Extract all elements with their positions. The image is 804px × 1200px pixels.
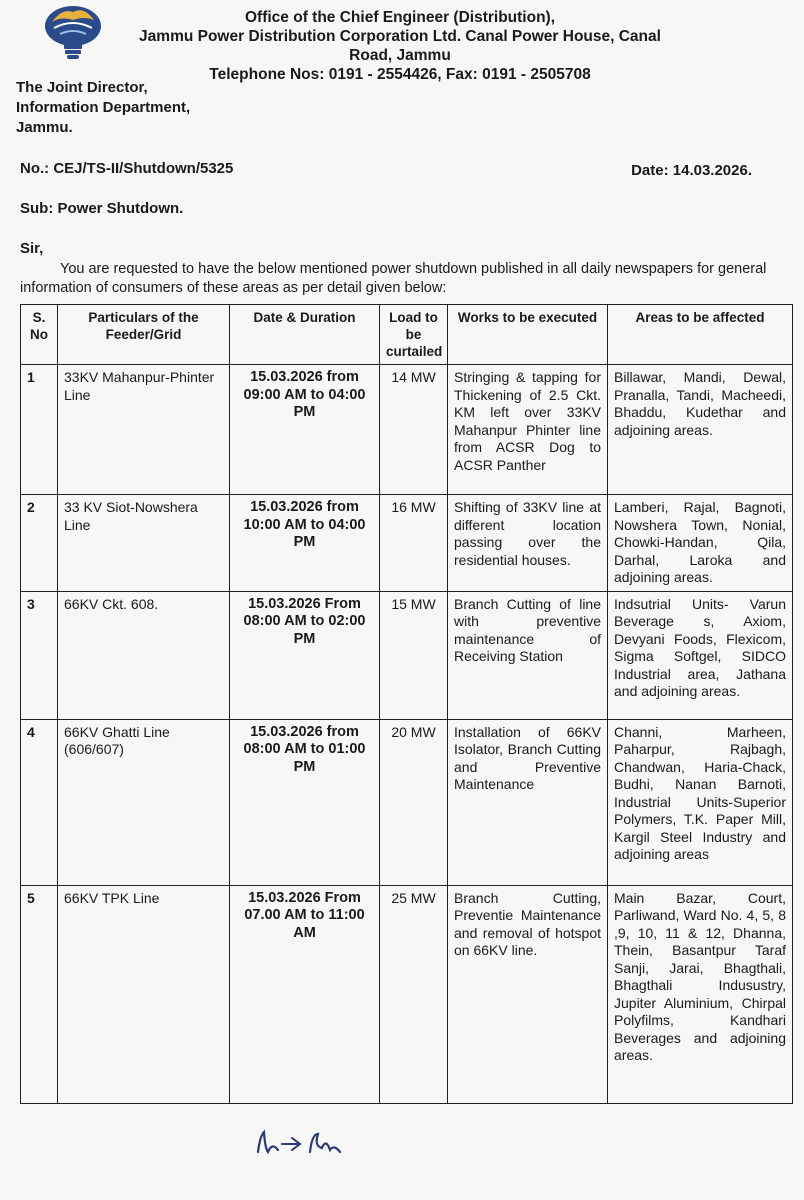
cell-date: 15.03.2026 From 07.00 AM to 11:00 AM xyxy=(230,885,380,1103)
cell-works: Branch Cutting of line with preventive maintenance of Receiving Station xyxy=(448,591,608,719)
cell-load: 25 MW xyxy=(380,885,448,1103)
cell-areas: Channi, Marheen, Paharpur, Rajbagh, Chandwan, Haria-Chack, Budhi, Nanan Barnoti, Industrial Units-Superior Polymers, T.K. Paper Mill, Kargil Steel Industry and adjoining areas xyxy=(608,719,793,885)
table-row xyxy=(21,885,793,1103)
cell-load: 15 MW xyxy=(380,591,448,719)
recipient-line: Information Department, xyxy=(16,99,191,116)
handwritten-signature-icon xyxy=(252,1122,362,1162)
table-row xyxy=(21,495,793,592)
cell-sno: 1 xyxy=(21,365,58,495)
cell-date: 15.03.2026 From 08:00 AM to 02:00 PM xyxy=(230,591,380,719)
recipient-address xyxy=(16,78,190,138)
cell-works: Stringing & tapping for Thickening of 2.5 Ckt. KM left over 33KV Mahanpur Phinter line from ACSR Dog to ACSR Panther xyxy=(448,365,608,495)
recipient-line: The Joint Director, xyxy=(16,79,148,96)
table-header-row xyxy=(21,305,793,365)
cell-feeder: 66KV TPK Line xyxy=(58,885,230,1103)
cell-areas: Main Bazar, Court, Parliwand, Ward No. 4, 5, 8 ,9, 10, 11 & 12, Dhanna, Thein, Basantpur Taraf Sanji, Jarai, Bhagthali, Bhagthali Indusustry, Jupiter Aluminium, Chirpal Polyfilms, Kandhari Beverages and adjoining areas. xyxy=(608,885,793,1103)
letter-date: Date: 14.03.2026. xyxy=(631,162,752,179)
letterhead-corporation: Jammu Power Distribution Corporation Ltd. Canal Power House, Canal Road, Jammu xyxy=(139,28,661,64)
reference-number: No.: CEJ/TS-II/Shutdown/5325 xyxy=(20,160,234,177)
header-areas: Areas to be affected xyxy=(608,305,793,365)
table-row xyxy=(21,591,793,719)
cell-load: 14 MW xyxy=(380,365,448,495)
cell-sno: 5 xyxy=(21,885,58,1103)
header-load: Load to be curtailed xyxy=(380,305,448,365)
salutation: Sir, xyxy=(20,240,44,257)
letterhead-office: Office of the Chief Engineer (Distribution), xyxy=(245,9,555,26)
lightbulb-logo-icon xyxy=(40,4,106,62)
cell-works: Installation of 66KV Isolator, Branch Cutting and Preventive Maintenance xyxy=(448,719,608,885)
cell-date: 15.03.2026 from 09:00 AM to 04:00 PM xyxy=(230,365,380,495)
table-row xyxy=(21,365,793,495)
cell-sno: 4 xyxy=(21,719,58,885)
cell-date: 15.03.2026 from 08:00 AM to 01:00 PM xyxy=(230,719,380,885)
letterhead-telephone: Telephone Nos: 0191 - 2554426, Fax: 0191 - 2505708 xyxy=(209,66,591,83)
cell-load: 16 MW xyxy=(380,495,448,592)
recipient-line: Jammu. xyxy=(16,119,73,136)
table-row xyxy=(21,719,793,885)
letterhead xyxy=(120,8,680,84)
cell-feeder: 66KV Ghatti Line (606/607) xyxy=(58,719,230,885)
header-sno: S. No xyxy=(21,305,58,365)
header-works: Works to be executed xyxy=(448,305,608,365)
cell-load: 20 MW xyxy=(380,719,448,885)
body-paragraph xyxy=(20,260,790,298)
cell-feeder: 66KV Ckt. 608. xyxy=(58,591,230,719)
cell-sno: 2 xyxy=(21,495,58,592)
shutdown-table xyxy=(20,304,793,1104)
header-feeder: Particulars of the Feeder/Grid xyxy=(58,305,230,365)
cell-feeder: 33 KV Siot-Nowshera Line xyxy=(58,495,230,592)
body-text: You are requested to have the below mentioned power shutdown published in all daily newspapers for general information of consumers of these areas as per detail given below: xyxy=(20,261,767,296)
cell-date: 15.03.2026 from 10:00 AM to 04:00 PM xyxy=(230,495,380,592)
cell-areas: Lamberi, Rajal, Bagnoti, Nowshera Town, Nonial, Chowki-Handan, Qila, Darhal, Laroka and adjoining areas. xyxy=(608,495,793,592)
subject-line: Sub: Power Shutdown. xyxy=(20,200,184,217)
cell-areas: Indsutrial Units- Varun Beverage s, Axiom, Devyani Foods, Flexicom, Sigma Softgel, SIDCO Industrial area, Jathana and adjoining areas. xyxy=(608,591,793,719)
cell-sno: 3 xyxy=(21,591,58,719)
cell-works: Branch Cutting, Preventie Maintenance and removal of hotspot on 66KV line. xyxy=(448,885,608,1103)
cell-feeder: 33KV Mahanpur-Phinter Line xyxy=(58,365,230,495)
header-date: Date & Duration xyxy=(230,305,380,365)
cell-works: Shifting of 33KV line at different location passing over the residential houses. xyxy=(448,495,608,592)
cell-areas: Billawar, Mandi, Dewal, Pranalla, Tandi, Macheedi, Bhaddu, Kudethar and adjoining areas. xyxy=(608,365,793,495)
